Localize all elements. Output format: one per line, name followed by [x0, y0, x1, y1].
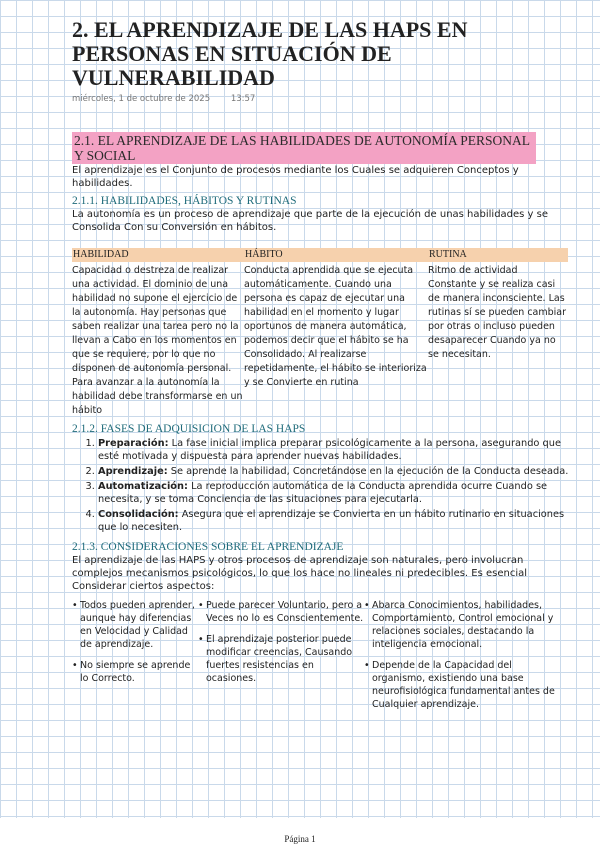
- phase-term: Consolidación:: [98, 509, 179, 520]
- page-title: 2. EL APRENDIZAJE DE LAS HAPS EN PERSONAS EN SITUACIÓN DE VULNERABILIDAD: [72, 17, 468, 90]
- page-meta: [72, 94, 572, 104]
- phase-text: La reproducción automática de la Conducta aprendida ocurre Cuando se necesita, y se toma Conciencia de las situaciones para ejecutarla.: [98, 481, 548, 505]
- section-2-1-text: El aprendizaje es el Conjunto de procesos mediante los Cuales se adquieren Conceptos y habilidades.: [72, 165, 519, 189]
- column-text: Ritmo de actividad Constante y se realiza casi de manera inconsciente. Las rutinas sí se pueden cambiar por otras o incluso pueden desaparecer Cuando ya no se necesitan.: [428, 265, 567, 360]
- section-2-1-1-text: La autonomía es un proceso de aprendizaje que parte de la ejecución de unas habilidades y se Consolida Con su Conversión en hábitos.: [72, 209, 549, 233]
- list-item: [98, 465, 572, 478]
- page-number: Página 1: [284, 834, 316, 844]
- meta-time: 13:57: [230, 94, 256, 104]
- list-item: [98, 480, 572, 506]
- definitions-columns: [72, 248, 572, 418]
- list-item: • Todos pueden aprender, aunque hay diferencias en Velocidad y Calidad de aprendizaje.: [72, 599, 198, 651]
- considerations-col-1: [72, 599, 198, 719]
- phase-term: Aprendizaje:: [98, 466, 168, 477]
- column-header: HÁBITO: [244, 248, 428, 262]
- column-header: RUTINA: [428, 248, 568, 262]
- section-2-1-3-heading: 2.1.3. CONSIDERACIONES SOBRE EL APRENDIZAJE: [72, 541, 344, 553]
- phase-text: Se aprende la habilidad, Concretándose en la ejecución de la Conducta deseada.: [170, 466, 569, 477]
- list-item: • El aprendizaje posterior puede modificar creencias, Causando fuertes resistencias en ocasiones.: [198, 633, 364, 685]
- phase-text: La fase inicial implica preparar psicológicamente a la persona, asegurando que esté motivada y dispuesta para aprender nuevas habilidades.: [98, 438, 561, 462]
- phase-term: Preparación:: [98, 438, 169, 449]
- list-item: • No siempre se aprende lo Correcto.: [72, 659, 198, 685]
- list-item: [98, 437, 572, 463]
- meta-date: miércoles, 1 de octubre de 2025: [72, 94, 211, 104]
- column-text: Capacidad o destreza de realizar una actividad. El dominio de una habilidad no supone el ejercicio de la autonomía. Hay personas que saben realizar una tarea pero no la llevan a Cabo en los momentos en que se requiere, por lo que no disponen de autonomía personal. Para avanzar a la autonomía la habilidad debe transformarse en un hábito: [72, 265, 243, 416]
- page-content: [72, 18, 572, 719]
- section-2-1-1-heading: 2.1.1. HABILIDADES, HÁBITOS Y RUTINAS: [72, 195, 297, 207]
- column-rutina: [428, 248, 568, 418]
- section-2-1-2-heading: 2.1.2. FASES DE ADQUISICION DE LAS HAPS: [72, 423, 306, 435]
- list-item: • Depende de la Capacidad del organismo, existiendo una base neurofisiológica fundamental antes de Cualquier aprendizaje.: [364, 659, 564, 711]
- phases-list: [72, 437, 572, 534]
- list-item: [98, 508, 572, 534]
- column-header: HABILIDAD: [72, 248, 244, 262]
- phase-term: Automatización:: [98, 481, 188, 492]
- section-2-1-3-text: El aprendizaje de las HAPS y otros procesos de aprendizaje son naturales, pero involucran complejos mecanismos psicológicos, lo que los hace no lineales ni predecibles. Es esencial Considerar ciertos aspectos:: [72, 555, 528, 592]
- phase-text: Asegura que el aprendizaje se Convierta en un hábito rutinario en situaciones que lo necesiten.: [98, 509, 565, 533]
- column-habito: [244, 248, 428, 418]
- considerations-col-2: [198, 599, 364, 719]
- section-2-1-heading: 2.1. EL APRENDIZAJE DE LAS HABILIDADES DE AUTONOMÍA PERSONAL Y SOCIAL: [72, 132, 536, 164]
- column-text: Conducta aprendida que se ejecuta automáticamente. Cuando una persona es capaz de ejecutar una habilidad en el momento y lugar oportunos de manera automática, podemos decir que el hábito se ha Consolidado. Al realizarse repetidamente, el hábito se interioriza y se Convierte en rutina: [244, 265, 427, 388]
- list-item: • Abarca Conocimientos, habilidades, Comportamiento, Control emocional y relaciones sociales, destacando la inteligencia emocional.: [364, 599, 564, 651]
- column-habilidad: [72, 248, 244, 418]
- list-item: • Puede parecer Voluntario, pero a Veces no lo es Conscientemente.: [198, 599, 364, 625]
- considerations-col-3: [364, 599, 564, 719]
- considerations-columns: [72, 599, 572, 719]
